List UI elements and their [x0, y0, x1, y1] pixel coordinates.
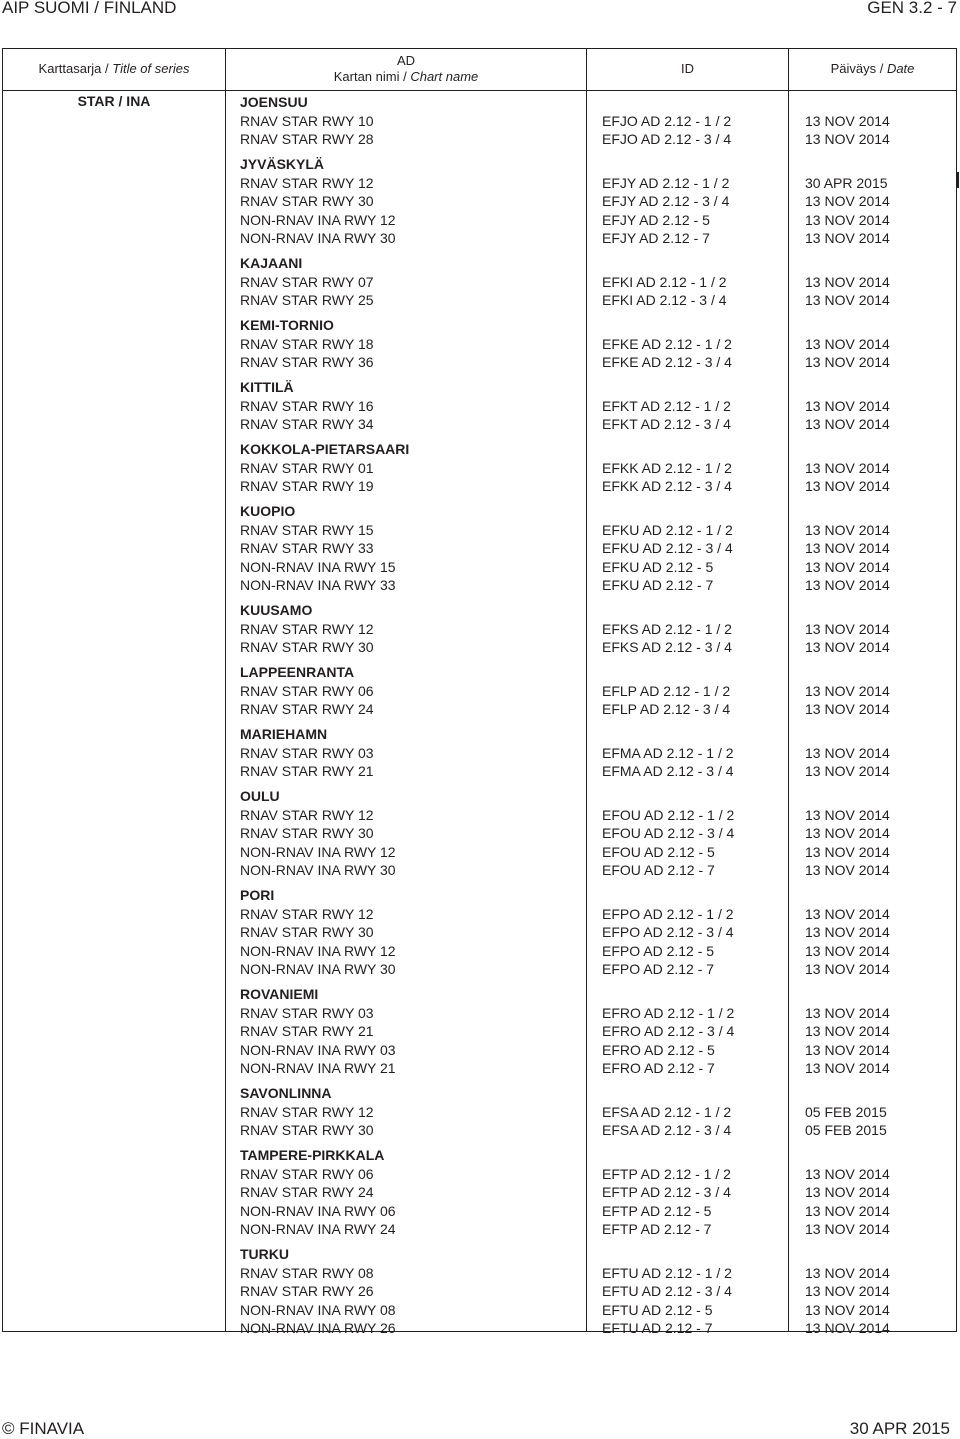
chart-id: EFPO AD 2.12 - 3 / 4	[602, 924, 734, 940]
col-header-id: ID	[681, 61, 694, 76]
chart-id: EFMA AD 2.12 - 1 / 2	[602, 744, 734, 761]
chart-row	[3, 824, 956, 843]
chart-row	[3, 638, 956, 657]
chart-row	[3, 1264, 956, 1283]
chart-name: RNAV STAR RWY 26	[240, 1283, 374, 1299]
chart-name: RNAV STAR RWY 12	[240, 1103, 374, 1120]
chart-date: 13 NOV 2014	[805, 843, 890, 860]
aerodrome-row	[3, 502, 956, 521]
chart-row	[3, 806, 956, 825]
chart-row	[3, 1301, 956, 1320]
chart-name: RNAV STAR RWY 16	[240, 397, 374, 414]
chart-id: EFOU AD 2.12 - 1 / 2	[602, 806, 735, 823]
chart-date: 13 NOV 2014	[805, 1023, 890, 1039]
chart-id: EFKI AD 2.12 - 1 / 2	[602, 273, 727, 290]
chart-name: RNAV STAR RWY 03	[240, 1004, 374, 1021]
col-header-series: Karttasarja / Title of series	[38, 61, 190, 76]
chart-date: 13 NOV 2014	[805, 942, 890, 959]
aerodrome-group	[3, 1084, 956, 1140]
chart-name: NON-RNAV INA RWY 12	[240, 211, 396, 228]
aerodrome-group	[3, 316, 956, 372]
chart-row	[3, 539, 956, 558]
aerodrome-group	[3, 787, 956, 880]
chart-name: NON-RNAV INA RWY 26	[240, 1320, 396, 1336]
chart-row	[3, 291, 956, 310]
chart-row	[3, 335, 956, 354]
chart-id: EFKU AD 2.12 - 7	[602, 577, 714, 593]
chart-name: NON-RNAV INA RWY 03	[240, 1041, 396, 1058]
chart-date: 13 NOV 2014	[805, 639, 890, 655]
chart-date: 13 NOV 2014	[805, 1184, 890, 1200]
aerodrome-group	[3, 725, 956, 781]
chart-row	[3, 229, 956, 248]
chart-name: RNAV STAR RWY 30	[240, 825, 374, 841]
chart-row	[3, 112, 956, 131]
chart-date: 13 NOV 2014	[805, 1283, 890, 1299]
chart-id: EFOU AD 2.12 - 7	[602, 862, 715, 878]
chart-row	[3, 1059, 956, 1078]
chart-name: RNAV STAR RWY 28	[240, 131, 374, 147]
chart-row	[3, 558, 956, 577]
chart-date: 13 NOV 2014	[805, 1221, 890, 1237]
chart-row	[3, 1319, 956, 1338]
chart-row	[3, 192, 956, 211]
page-header-right: GEN 3.2 - 7	[867, 0, 957, 17]
chart-id: EFRO AD 2.12 - 7	[602, 1060, 715, 1076]
chart-date: 13 NOV 2014	[805, 701, 890, 717]
chart-id: EFRO AD 2.12 - 3 / 4	[602, 1023, 735, 1039]
chart-date: 13 NOV 2014	[805, 540, 890, 556]
chart-row	[3, 130, 956, 149]
chart-id: EFLP AD 2.12 - 3 / 4	[602, 701, 731, 717]
chart-name: RNAV STAR RWY 07	[240, 273, 374, 290]
chart-id: EFTP AD 2.12 - 5	[602, 1202, 712, 1219]
chart-date: 13 NOV 2014	[805, 905, 890, 922]
chart-date: 05 FEB 2015	[805, 1122, 887, 1138]
aerodrome-row	[3, 985, 956, 1004]
aerodrome-group	[3, 502, 956, 595]
chart-date: 13 NOV 2014	[805, 230, 890, 246]
chart-row	[3, 211, 956, 230]
series-title: STAR / INA	[77, 93, 151, 109]
chart-row	[3, 576, 956, 595]
aerodrome-row	[3, 663, 956, 682]
chart-row	[3, 397, 956, 416]
chart-row	[3, 620, 956, 639]
chart-date: 13 NOV 2014	[805, 620, 890, 637]
chart-name: RNAV STAR RWY 21	[240, 1023, 374, 1039]
page-header-left: AIP SUOMI / FINLAND	[2, 0, 177, 17]
aerodrome-row	[3, 440, 956, 459]
aerodrome-group	[3, 440, 956, 496]
chart-date: 13 NOV 2014	[805, 131, 890, 147]
chart-name: NON-RNAV INA RWY 12	[240, 843, 396, 860]
aerodrome-group	[3, 1245, 956, 1338]
aerodrome-row	[3, 316, 956, 335]
aerodrome-name: KEMI-TORNIO	[240, 317, 334, 333]
aerodrome-name: KUUSAMO	[240, 602, 313, 618]
aerodrome-name: KITTILÄ	[240, 379, 294, 395]
chart-id: EFTP AD 2.12 - 7	[602, 1221, 712, 1237]
chart-name: RNAV STAR RWY 12	[240, 806, 374, 823]
chart-date: 13 NOV 2014	[805, 397, 890, 414]
chart-id: EFJY AD 2.12 - 3 / 4	[602, 193, 730, 209]
chart-date: 05 FEB 2015	[805, 1103, 887, 1120]
col-header-date: Päiväys / Date	[830, 61, 915, 76]
chart-date: 13 NOV 2014	[805, 273, 890, 290]
chart-name: RNAV STAR RWY 01	[240, 459, 374, 476]
chart-id: EFPO AD 2.12 - 1 / 2	[602, 905, 734, 922]
page-footer-left: © FINAVIA	[2, 1419, 85, 1438]
chart-date: 13 NOV 2014	[805, 1264, 890, 1281]
aerodrome-name: JYVÄSKYLÄ	[240, 156, 325, 172]
chart-name: NON-RNAV INA RWY 30	[240, 230, 396, 246]
chart-row	[3, 353, 956, 372]
aerodrome-row	[3, 1146, 956, 1165]
chart-row	[3, 1103, 956, 1122]
aerodrome-name: KOKKOLA-PIETARSAARI	[240, 441, 410, 457]
chart-id: EFKS AD 2.12 - 1 / 2	[602, 620, 732, 637]
chart-date: 13 NOV 2014	[805, 1165, 890, 1182]
chart-date: 30 APR 2015	[805, 174, 888, 191]
chart-name: RNAV STAR RWY 25	[240, 292, 374, 308]
chart-row	[3, 1022, 956, 1041]
aerodrome-group	[3, 601, 956, 657]
chart-date: 13 NOV 2014	[805, 862, 890, 878]
aerodrome-name: JOENSUU	[240, 94, 308, 110]
aerodrome-group	[3, 378, 956, 434]
col-header-chart-name: AD Kartan nimi / Chart name	[333, 53, 479, 84]
aerodrome-list	[3, 93, 956, 1338]
chart-name: RNAV STAR RWY 30	[240, 639, 374, 655]
chart-row	[3, 1041, 956, 1060]
aerodrome-row	[3, 725, 956, 744]
chart-date: 13 NOV 2014	[805, 459, 890, 476]
chart-name: RNAV STAR RWY 24	[240, 1184, 374, 1200]
chart-id: EFTP AD 2.12 - 3 / 4	[602, 1184, 731, 1200]
aerodrome-group	[3, 985, 956, 1078]
chart-id: EFMA AD 2.12 - 3 / 4	[602, 763, 734, 779]
chart-id: EFJY AD 2.12 - 7	[602, 230, 710, 246]
chart-row	[3, 1165, 956, 1184]
aerodrome-row	[3, 93, 956, 112]
chart-row	[3, 682, 956, 701]
chart-id: EFLP AD 2.12 - 1 / 2	[602, 682, 731, 699]
chart-name: NON-RNAV INA RWY 21	[240, 1060, 396, 1076]
chart-name: RNAV STAR RWY 34	[240, 416, 374, 432]
chart-name: RNAV STAR RWY 06	[240, 682, 374, 699]
chart-row	[3, 174, 956, 193]
chart-row	[3, 521, 956, 540]
chart-id: EFKU AD 2.12 - 3 / 4	[602, 540, 733, 556]
chart-date: 13 NOV 2014	[805, 744, 890, 761]
aerodrome-group	[3, 93, 956, 149]
aerodrome-name: LAPPEENRANTA	[240, 664, 355, 680]
chart-row	[3, 700, 956, 719]
chart-name: NON-RNAV INA RWY 08	[240, 1301, 396, 1318]
chart-id: EFTU AD 2.12 - 3 / 4	[602, 1283, 732, 1299]
chart-id: EFOU AD 2.12 - 5	[602, 843, 715, 860]
chart-date: 13 NOV 2014	[805, 521, 890, 538]
aerodrome-group	[3, 254, 956, 310]
chart-row	[3, 273, 956, 292]
chart-date: 13 NOV 2014	[805, 1004, 890, 1021]
chart-date: 13 NOV 2014	[805, 961, 890, 977]
aerodrome-name: TAMPERE-PIRKKALA	[240, 1147, 385, 1163]
aerodrome-row	[3, 1245, 956, 1264]
chart-name: RNAV STAR RWY 33	[240, 540, 374, 556]
chart-id: EFKK AD 2.12 - 3 / 4	[602, 478, 732, 494]
chart-name: RNAV STAR RWY 18	[240, 335, 374, 352]
chart-row	[3, 415, 956, 434]
aerodrome-row	[3, 155, 956, 174]
chart-name: RNAV STAR RWY 12	[240, 905, 374, 922]
chart-date: 13 NOV 2014	[805, 763, 890, 779]
chart-id: EFRO AD 2.12 - 1 / 2	[602, 1004, 735, 1021]
aerodrome-group	[3, 663, 956, 719]
chart-date: 13 NOV 2014	[805, 806, 890, 823]
chart-date: 13 NOV 2014	[805, 354, 890, 370]
chart-date: 13 NOV 2014	[805, 558, 890, 575]
chart-id: EFTU AD 2.12 - 7	[602, 1320, 713, 1336]
aerodrome-row	[3, 601, 956, 620]
chart-id: EFKE AD 2.12 - 1 / 2	[602, 335, 732, 352]
chart-date: 13 NOV 2014	[805, 335, 890, 352]
aerodrome-name: ROVANIEMI	[240, 986, 319, 1002]
chart-id: EFKT AD 2.12 - 1 / 2	[602, 397, 731, 414]
chart-id: EFRO AD 2.12 - 5	[602, 1041, 715, 1058]
aerodrome-row	[3, 378, 956, 397]
chart-row	[3, 1183, 956, 1202]
aerodrome-group	[3, 886, 956, 979]
page-footer-right: 30 APR 2015	[849, 1419, 950, 1438]
charts-table	[2, 48, 957, 1336]
chart-id: EFKE AD 2.12 - 3 / 4	[602, 354, 732, 370]
chart-id: EFSA AD 2.12 - 3 / 4	[602, 1122, 732, 1138]
chart-row	[3, 477, 956, 496]
chart-name: NON-RNAV INA RWY 33	[240, 577, 396, 593]
chart-row	[3, 744, 956, 763]
aerodrome-row	[3, 886, 956, 905]
chart-row	[3, 861, 956, 880]
chart-row	[3, 942, 956, 961]
chart-name: NON-RNAV INA RWY 30	[240, 862, 396, 878]
chart-id: EFSA AD 2.12 - 1 / 2	[602, 1103, 732, 1120]
chart-id: EFJY AD 2.12 - 1 / 2	[602, 174, 730, 191]
aerodrome-row	[3, 787, 956, 806]
chart-id: EFKT AD 2.12 - 3 / 4	[602, 416, 731, 432]
chart-row	[3, 1121, 956, 1140]
chart-name: RNAV STAR RWY 36	[240, 354, 374, 370]
aerodrome-name: SAVONLINNA	[240, 1085, 332, 1101]
chart-date: 13 NOV 2014	[805, 825, 890, 841]
chart-id: EFPO AD 2.12 - 5	[602, 942, 715, 959]
chart-id: EFKU AD 2.12 - 1 / 2	[602, 521, 733, 538]
chart-name: RNAV STAR RWY 12	[240, 620, 374, 637]
header-divider	[3, 90, 956, 91]
chart-name: NON-RNAV INA RWY 30	[240, 961, 396, 977]
chart-row	[3, 843, 956, 862]
aerodrome-group	[3, 1146, 956, 1239]
chart-id: EFJO AD 2.12 - 3 / 4	[602, 131, 732, 147]
chart-name: RNAV STAR RWY 12	[240, 174, 374, 191]
aerodrome-name: KUOPIO	[240, 503, 296, 519]
chart-date: 13 NOV 2014	[805, 1060, 890, 1076]
chart-id: EFKK AD 2.12 - 1 / 2	[602, 459, 732, 476]
chart-date: 13 NOV 2014	[805, 292, 890, 308]
chart-date: 13 NOV 2014	[805, 1320, 890, 1336]
chart-id: EFKU AD 2.12 - 5	[602, 558, 714, 575]
aerodrome-name: KAJAANI	[240, 255, 303, 271]
chart-name: NON-RNAV INA RWY 15	[240, 558, 396, 575]
chart-row	[3, 1202, 956, 1221]
chart-date: 13 NOV 2014	[805, 478, 890, 494]
chart-row	[3, 1220, 956, 1239]
chart-name: RNAV STAR RWY 30	[240, 1122, 374, 1138]
chart-id: EFTP AD 2.12 - 1 / 2	[602, 1165, 731, 1182]
chart-date: 13 NOV 2014	[805, 1041, 890, 1058]
chart-date: 13 NOV 2014	[805, 416, 890, 432]
aerodrome-name: OULU	[240, 788, 280, 804]
aerodrome-row	[3, 1084, 956, 1103]
aerodrome-name: PORI	[240, 887, 275, 903]
chart-name: RNAV STAR RWY 06	[240, 1165, 374, 1182]
chart-name: RNAV STAR RWY 30	[240, 193, 374, 209]
chart-date: 13 NOV 2014	[805, 211, 890, 228]
chart-name: NON-RNAV INA RWY 06	[240, 1202, 396, 1219]
chart-date: 13 NOV 2014	[805, 577, 890, 593]
chart-date: 13 NOV 2014	[805, 1202, 890, 1219]
chart-date: 13 NOV 2014	[805, 924, 890, 940]
chart-name: RNAV STAR RWY 19	[240, 478, 374, 494]
chart-id: EFPO AD 2.12 - 7	[602, 961, 715, 977]
chart-row	[3, 905, 956, 924]
aerodrome-row	[3, 254, 956, 273]
chart-name: RNAV STAR RWY 08	[240, 1264, 374, 1281]
chart-name: RNAV STAR RWY 30	[240, 924, 374, 940]
chart-row	[3, 762, 956, 781]
chart-row	[3, 459, 956, 478]
chart-name: NON-RNAV INA RWY 24	[240, 1221, 396, 1237]
chart-id: EFKS AD 2.12 - 3 / 4	[602, 639, 732, 655]
chart-name: RNAV STAR RWY 21	[240, 763, 374, 779]
chart-date: 13 NOV 2014	[805, 682, 890, 699]
aerodrome-name: MARIEHAMN	[240, 726, 328, 742]
aerodrome-name: TURKU	[240, 1246, 289, 1262]
chart-name: RNAV STAR RWY 03	[240, 744, 374, 761]
chart-name: RNAV STAR RWY 24	[240, 701, 374, 717]
chart-id: EFJY AD 2.12 - 5	[602, 211, 710, 228]
chart-id: EFTU AD 2.12 - 1 / 2	[602, 1264, 732, 1281]
chart-date: 13 NOV 2014	[805, 112, 890, 129]
chart-name: NON-RNAV INA RWY 12	[240, 942, 396, 959]
chart-date: 13 NOV 2014	[805, 1301, 890, 1318]
chart-row	[3, 1004, 956, 1023]
aerodrome-group	[3, 155, 956, 248]
chart-row	[3, 960, 956, 979]
chart-row	[3, 923, 956, 942]
chart-name: RNAV STAR RWY 15	[240, 521, 374, 538]
revision-bar	[957, 172, 959, 188]
chart-row	[3, 1282, 956, 1301]
chart-id: EFTU AD 2.12 - 5	[602, 1301, 713, 1318]
chart-id: EFOU AD 2.12 - 3 / 4	[602, 825, 735, 841]
chart-name: RNAV STAR RWY 10	[240, 112, 374, 129]
chart-date: 13 NOV 2014	[805, 193, 890, 209]
chart-id: EFKI AD 2.12 - 3 / 4	[602, 292, 727, 308]
chart-id: EFJO AD 2.12 - 1 / 2	[602, 112, 732, 129]
